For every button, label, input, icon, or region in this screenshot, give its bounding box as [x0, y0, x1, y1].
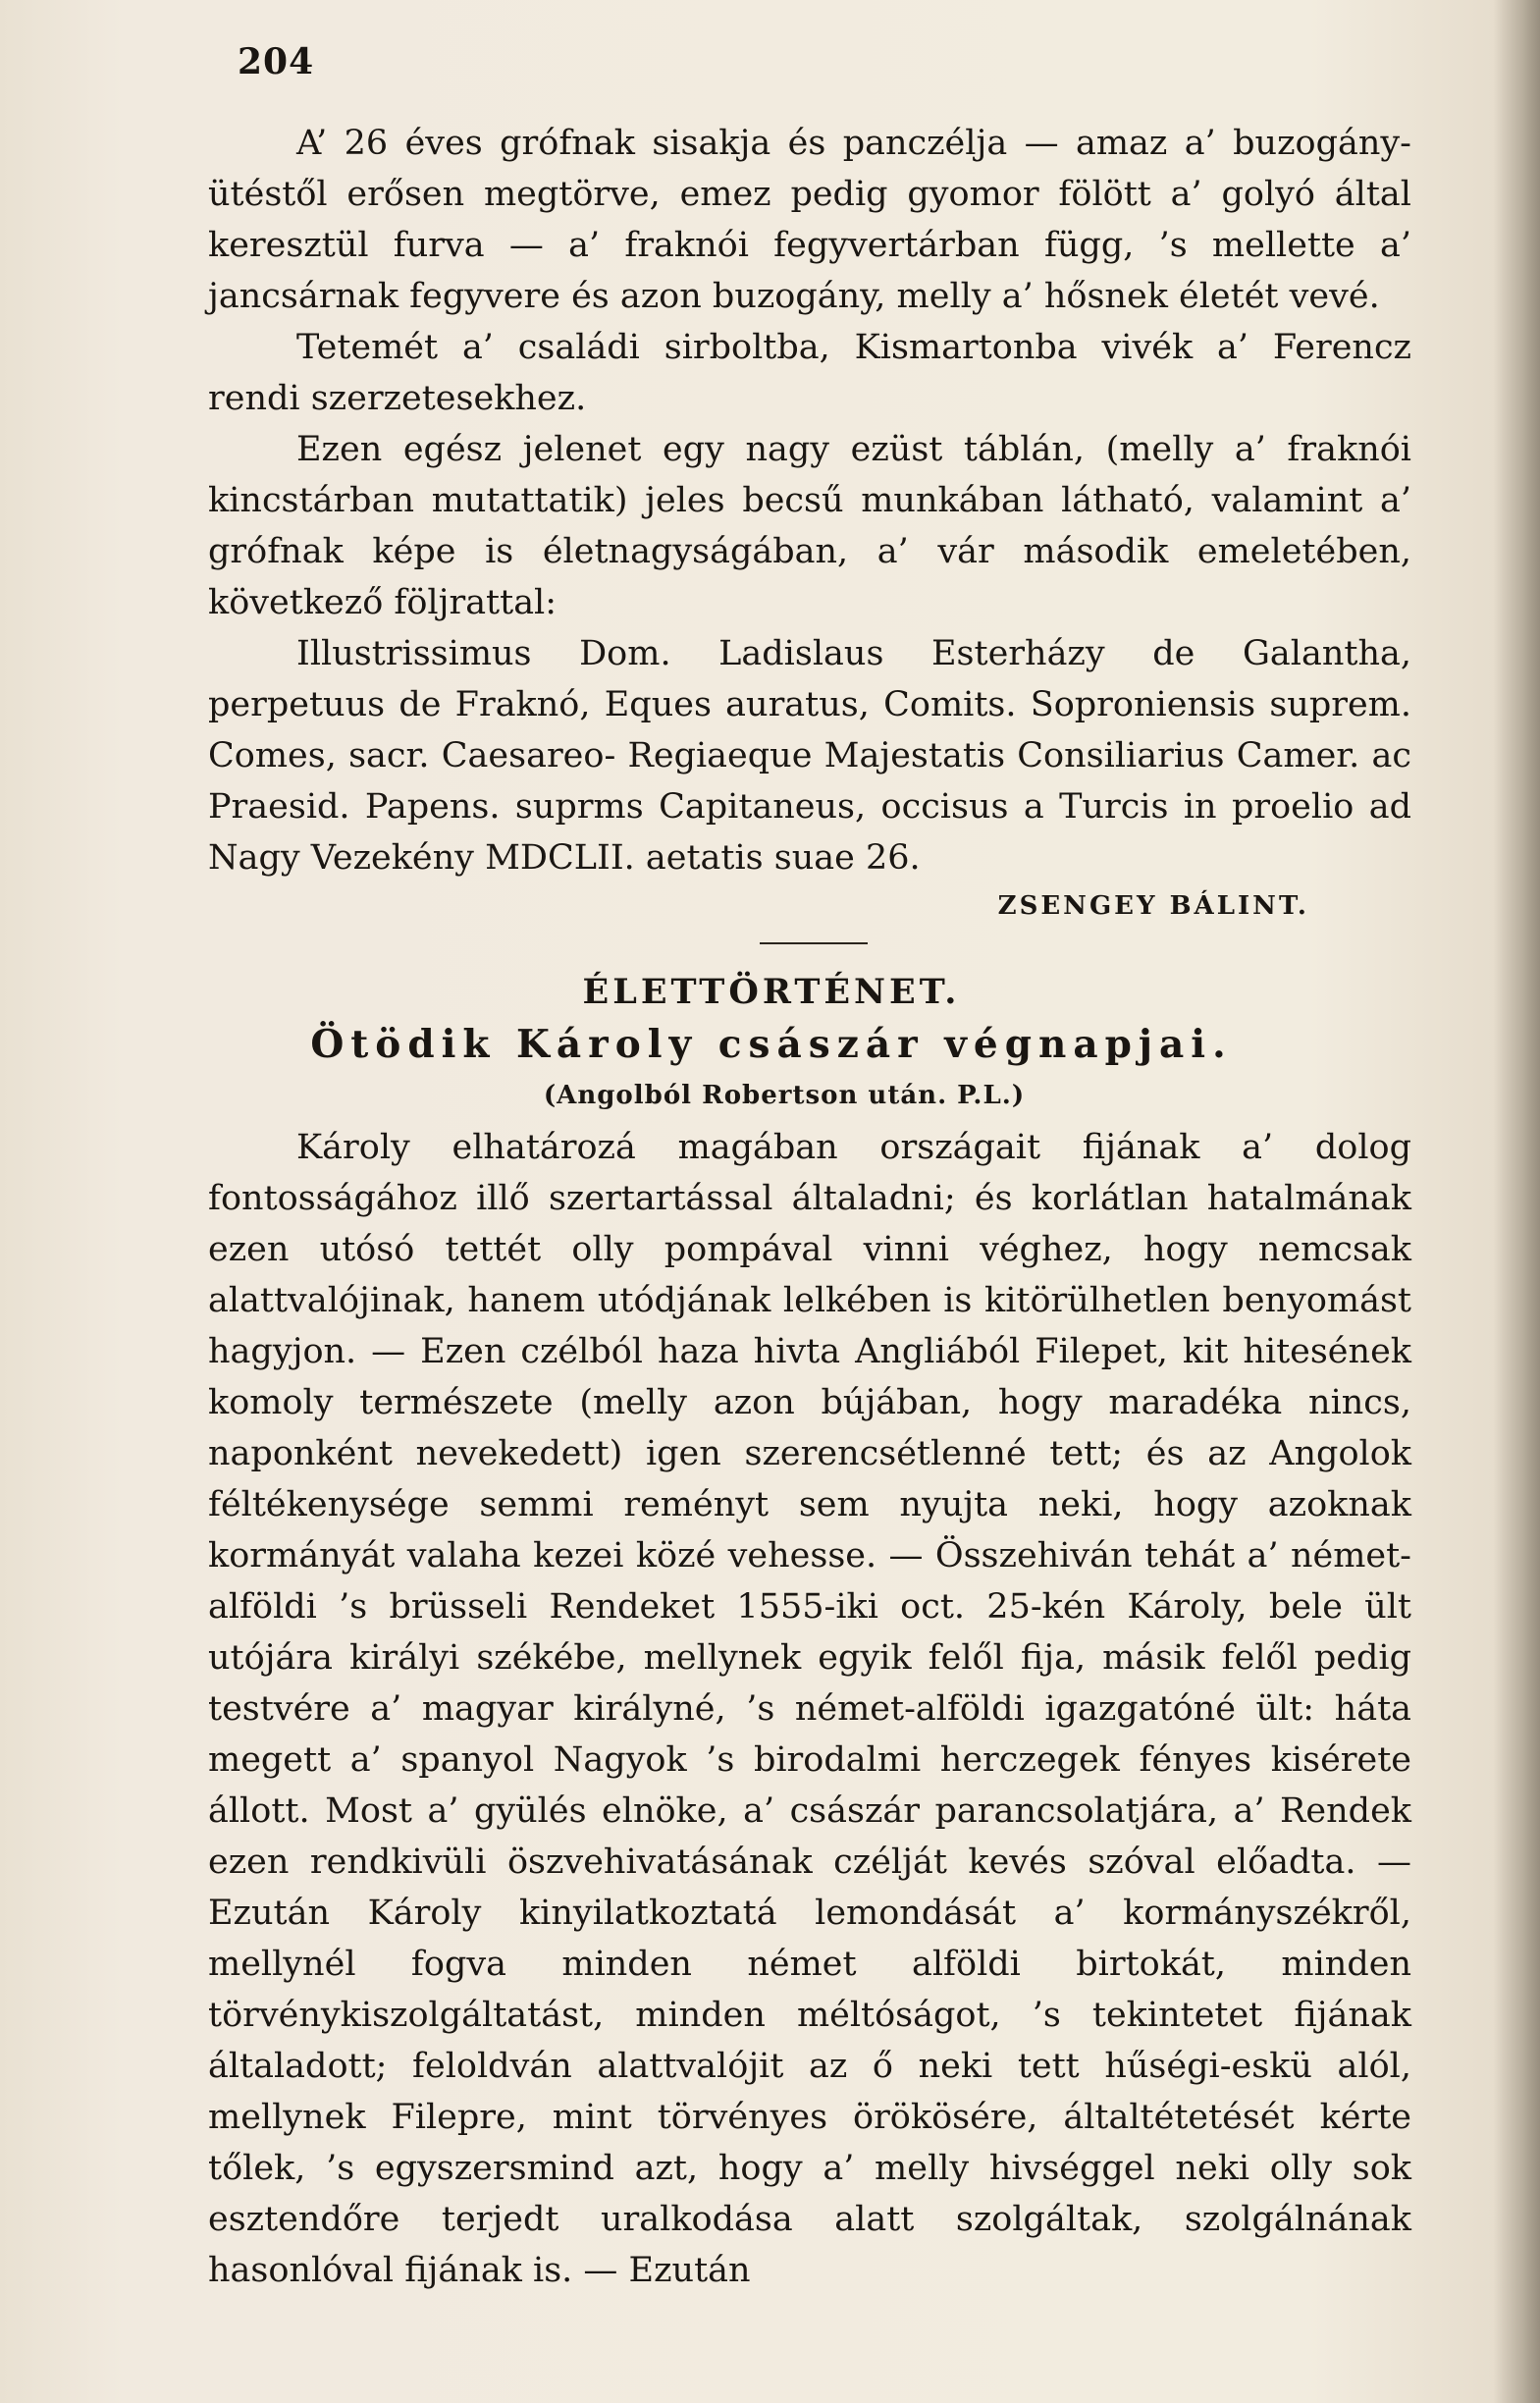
page-number: 204: [238, 41, 315, 82]
paragraph-silver-tablet: Ezen egész jelenet egy nagy ezüst táblán, (melly a’ fraknói kincstárban mutattatik) jeles becsű munkában látható, valamint a’ grófnak képe is életnagyságában, a’ vár második emeletében, következő följrattal:: [208, 430, 1411, 622]
author-signature: ZSENGEY BÁLINT.: [997, 891, 1309, 921]
section-divider: [760, 942, 868, 944]
section-title: ÉLETTÖRTÉNET.: [582, 972, 961, 1012]
spine-shadow: [1493, 0, 1540, 2403]
paragraph-abdication: Károly elhatározá magában országait fijának a’ dolog fontosságához illő szertartással általadni; és korlátlan hatalmának ezen utósó tettét olly pompával vinni véghez, hogy nemcsak alattvalójinak, hanem utódjának lelkében is kitörülhetlen benyomást hagyjon. — Ezen czélból haza hivta Angliából Filepet, kit hitesének komoly természete (melly azon bújában, hogy maradéka nincs, naponként nevekedett) igen szerencsétlenné tett; és az Angolok féltékenysége semmi reményt sem nyujta neki, hogy azoknak kormányát valaha kezei közé vehesse. — Összehiván tehát a’ német-alföldi ’s brüsseli Rendeket 1555-iki oct. 25-kén Károly, bele ült utójára királyi székébe, mellynek egyik felől fija, másik felől pedig testvére a’ magyar királyné, ’s német-alföldi igazgatóné ült: háta megett a’ spanyol Nagyok ’s birodalmi herczegek fényes kisérete állott. Most a’ gyülés elnöke, a’ császár parancsolatjára, a’ Rendek ezen rendkivüli öszvehivatásának czélját kevés szóval előadta. — Ezután Károly kinyilatkoztatá lemondását a’ kormányszékről, mellynél fogva minden német alföldi birtokát, minden törvénykiszolgáltatást, minden méltóságot, ’s tekintetet fijának általadott; feloldván alattvalójit az ő neki tett hűségi-eskü alól, mellynek Filepre, mint törvényes örökösére, általtétetését kérte tőlek, ’s egyszersmind azt, hogy a’ melly hivséggel neki olly sok esztendőre terjedt uralkodása alatt szolgáltak, szolgálnának hasonlóval fijának is. — Ezután: [208, 1128, 1411, 2290]
article-subtitle: Ötödik Károly császár végnapjai.: [310, 1022, 1233, 1067]
paragraph-burial: Tetemét a’ családi sirboltba, Kismartonba vivék a’ Ferencz rendi szerzetesekhez.: [208, 328, 1411, 418]
text-column: [208, 118, 1411, 2296]
paragraph-helmet-armor: A’ 26 éves grófnak sisakja és panczélja — amaz a’ buzogány-ütéstől erősen megtörve, emez pedig gyomor fölött a’ golyó által keresztül furva — a’ fraknói fegyvertárban függ, ’s mellette a’ jancsárnak fegyvere és azon buzogány, melly a’ hősnek életét vevé.: [208, 124, 1411, 316]
source-note: (Angolból Robertson után. P.L.): [543, 1081, 1026, 1110]
latin-inscription: Illustrissimus Dom. Ladislaus Esterházy de Galantha, perpetuus de Fraknó, Eques auratus, Comits. Soproniensis suprem. Comes, sacr. Caesareo- Regiaeque Majestatis Consiliarius Camer. ac Praesid. Papens. suprms Capitaneus, occisus a Turcis in proelio ad Nagy Vezekény MDCLII. aetatis suae 26.: [208, 634, 1411, 878]
